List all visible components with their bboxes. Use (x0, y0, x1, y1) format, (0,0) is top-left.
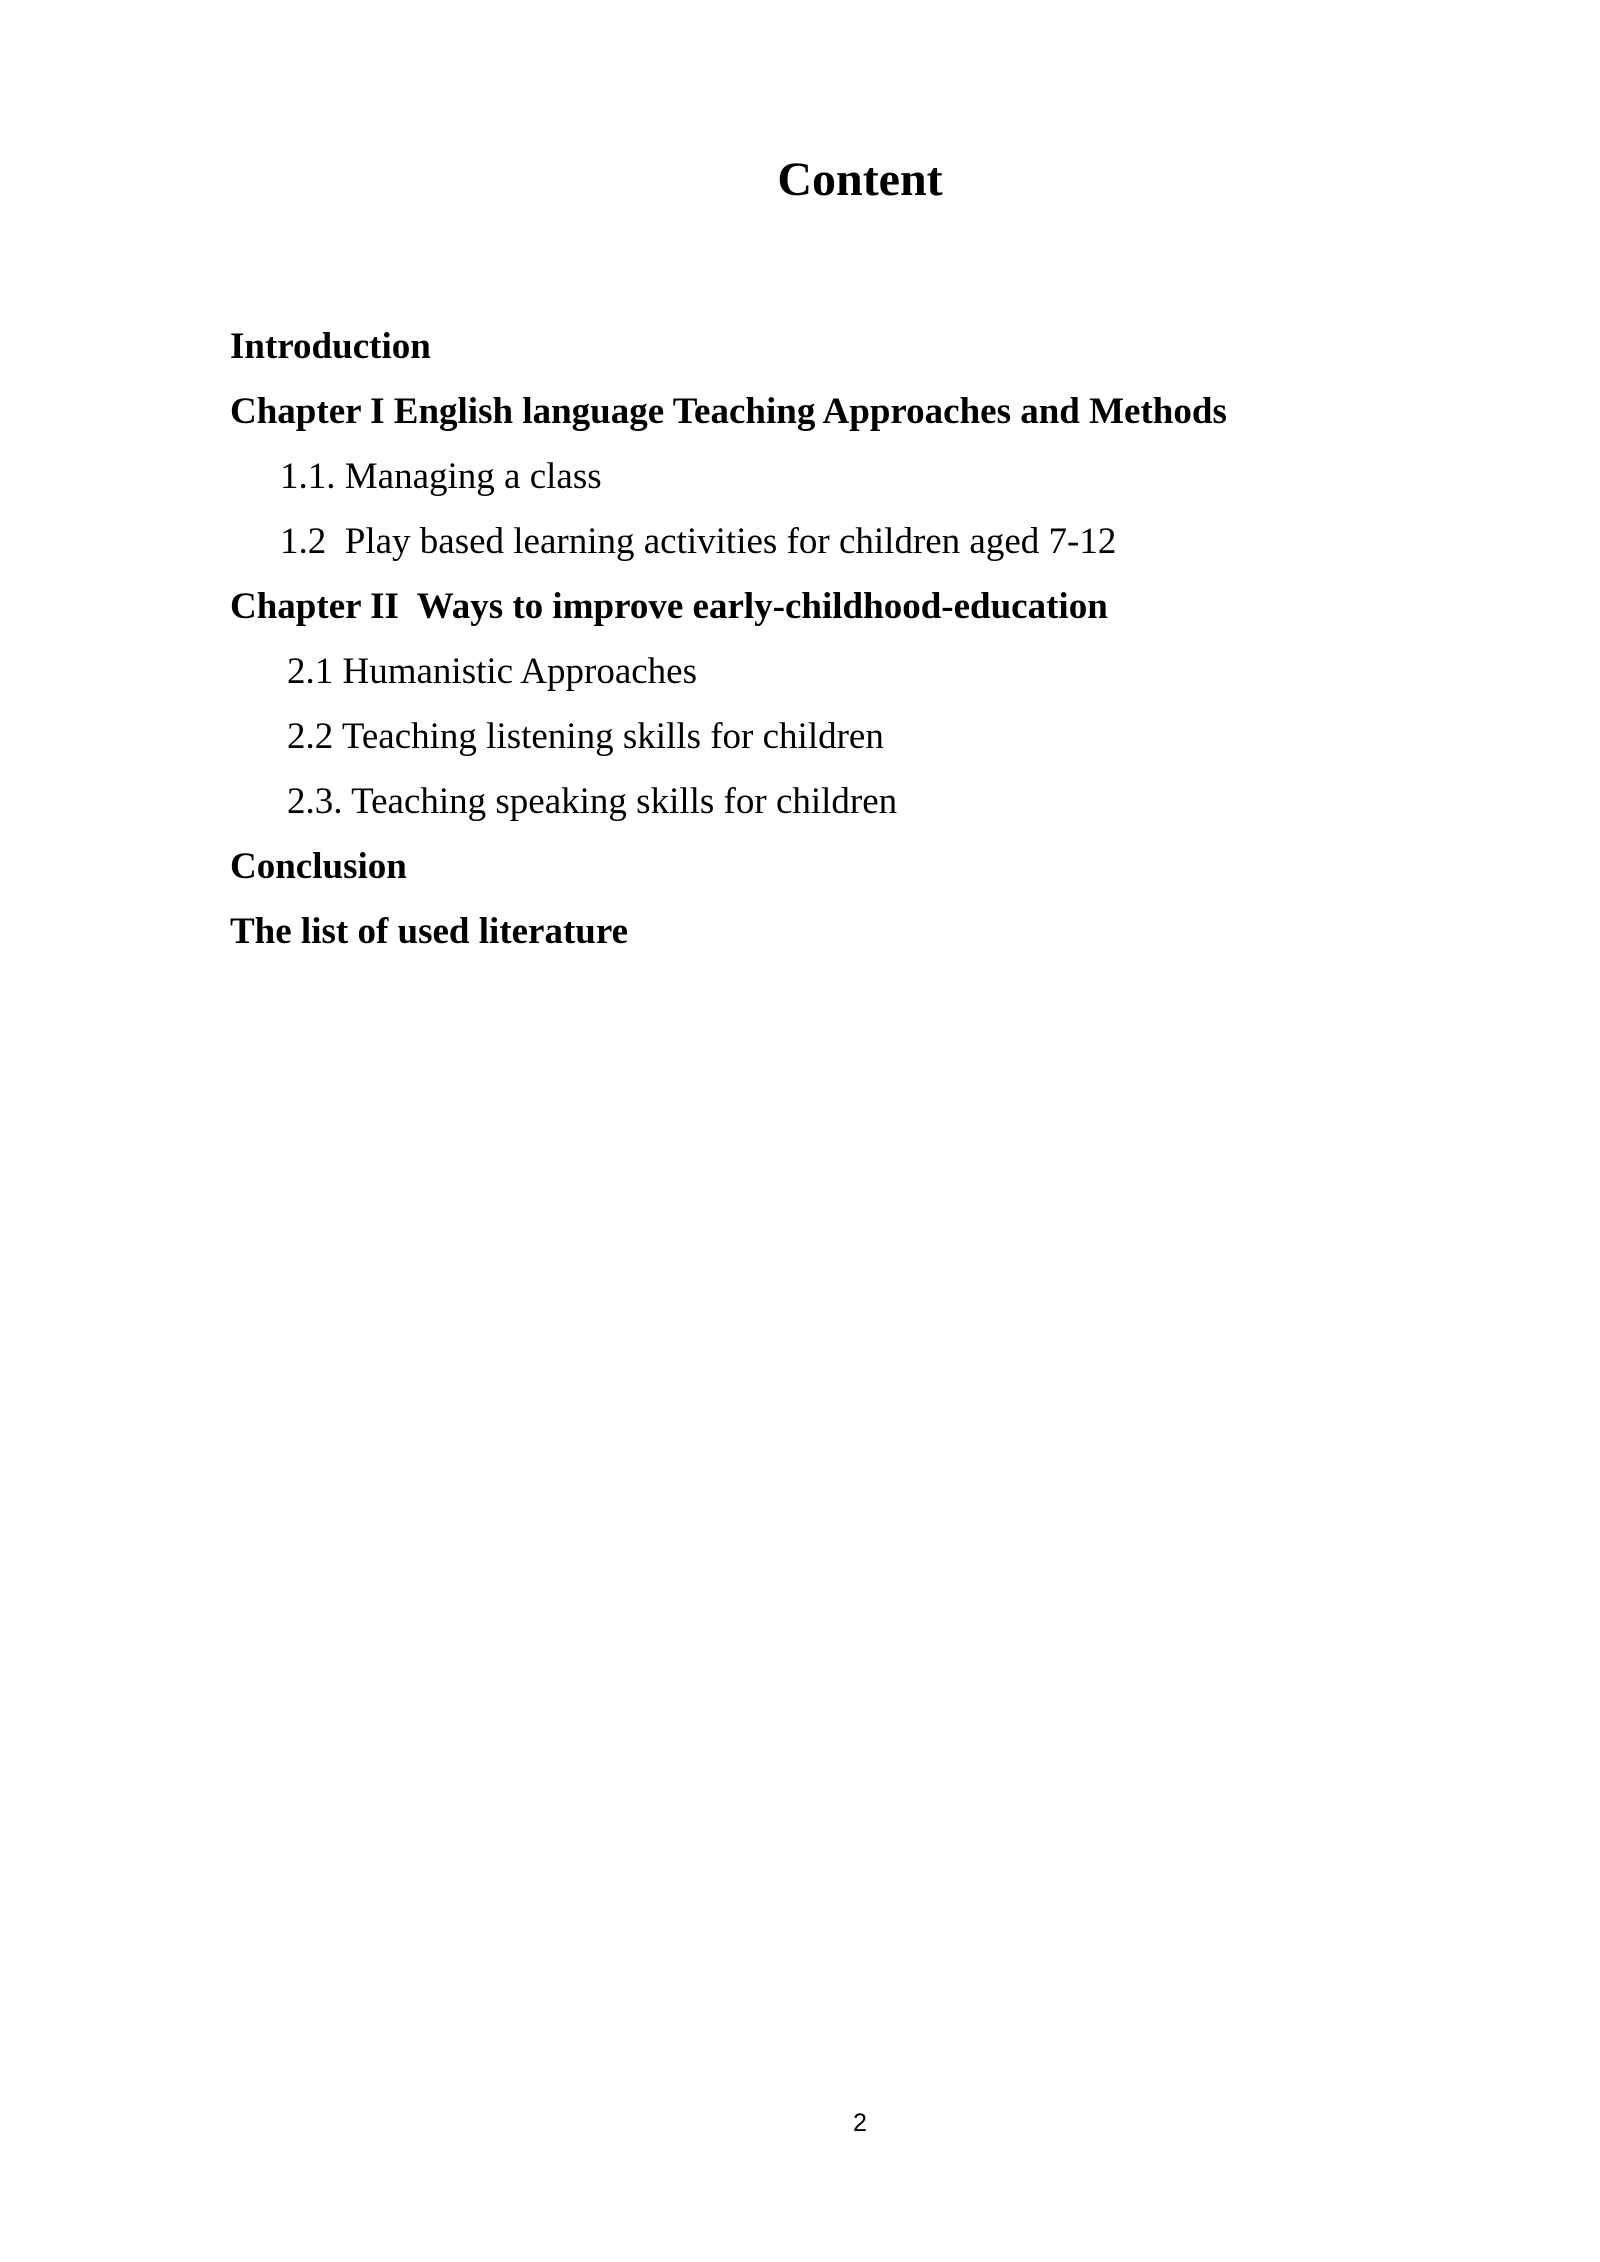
toc-conclusion: Conclusion (230, 846, 407, 887)
toc-chapter-2-heading: Chapter II Ways to improve early-childhood-education (230, 586, 1108, 627)
toc-section-2-3: 2.3. Teaching speaking skills for children (287, 781, 898, 822)
page-title: Content (777, 153, 943, 206)
toc-literature: The list of used literature (230, 911, 629, 952)
toc-section-1-2: 1.2 Play based learning activities for children aged 7-12 (280, 521, 1117, 562)
toc-section-2-2: 2.2 Teaching listening skills for children (287, 716, 884, 757)
toc-introduction: Introduction (230, 326, 431, 367)
toc-section-1-1: 1.1. Managing a class (280, 456, 602, 497)
toc-section-2-1: 2.1 Humanistic Approaches (287, 651, 697, 692)
toc-chapter-1-heading: Chapter I English language Teaching Approaches and Methods (230, 391, 1227, 432)
page-number: 2 (853, 2109, 867, 2137)
